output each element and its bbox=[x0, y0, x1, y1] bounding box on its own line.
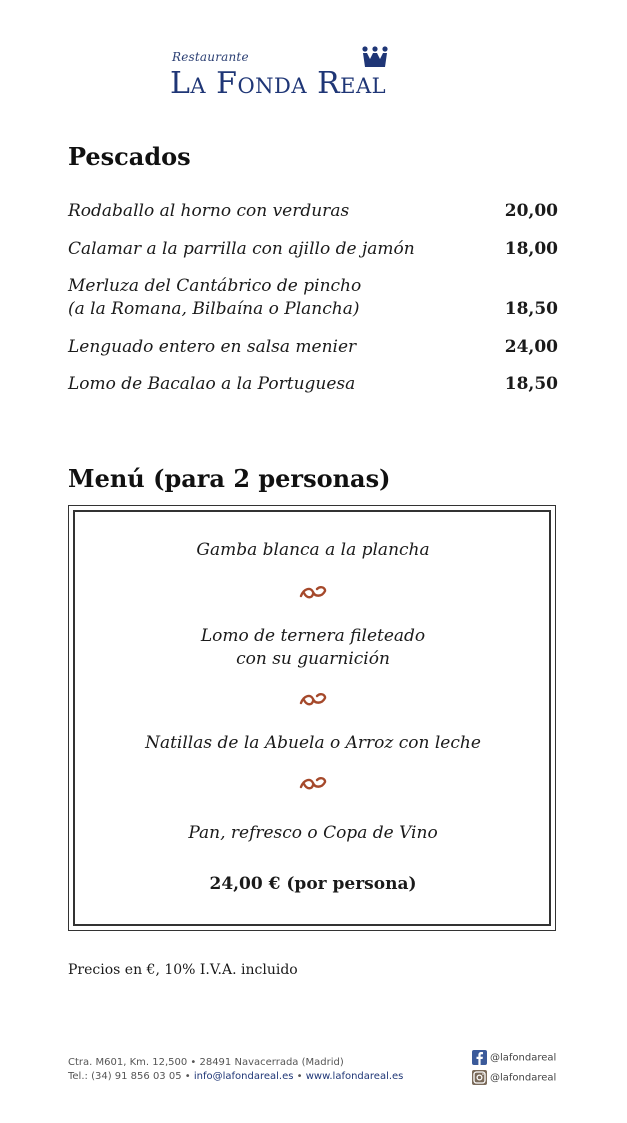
logo-subtitle: Restaurante bbox=[172, 50, 249, 64]
menu-price: 24,00 € (por persona) bbox=[209, 874, 417, 894]
ornament-icon bbox=[298, 775, 328, 793]
restaurant-logo bbox=[0, 42, 627, 112]
logo-title: La Fonda Real bbox=[170, 66, 387, 101]
social-instagram[interactable] bbox=[472, 1070, 556, 1085]
footer-phone: Tel.: (34) 91 856 03 05 bbox=[68, 1071, 182, 1082]
dish-row bbox=[68, 373, 558, 396]
footer-separator: • bbox=[296, 1071, 303, 1082]
menu-box-inner-border bbox=[73, 510, 551, 926]
menu-box bbox=[68, 505, 556, 931]
dish-name: Lomo de Bacalao a la Portuguesa bbox=[68, 374, 356, 394]
footer-contact bbox=[68, 1071, 403, 1082]
crown-icon bbox=[362, 46, 388, 68]
footer-website-link[interactable]: www.lafondareal.es bbox=[305, 1071, 404, 1082]
dish-name: Lenguado entero en salsa menier bbox=[68, 337, 357, 357]
menu-course: Pan, refresco o Copa de Vino bbox=[188, 823, 438, 843]
price-note: Precios en €, 10% I.V.A. incluido bbox=[68, 962, 298, 978]
menu-course: Natillas de la Abuela o Arroz con leche bbox=[145, 733, 481, 753]
dish-price: 18,00 bbox=[504, 239, 558, 259]
facebook-handle: @lafondareal bbox=[490, 1052, 557, 1064]
facebook-icon bbox=[472, 1050, 487, 1065]
dish-row bbox=[68, 336, 558, 359]
instagram-icon bbox=[472, 1070, 487, 1085]
dish-name: Rodaballo al horno con verduras bbox=[68, 201, 350, 221]
instagram-handle: @lafondareal bbox=[490, 1072, 557, 1084]
dish-price: 18,50 bbox=[504, 299, 558, 319]
footer-address: Ctra. M601, Km. 12,500 • 28491 Navacerrada (Madrid) bbox=[68, 1057, 344, 1068]
social-facebook[interactable] bbox=[472, 1050, 556, 1065]
menu-course-detail: con su guarnición bbox=[236, 649, 390, 669]
dish-price: 18,50 bbox=[504, 374, 558, 394]
dish-name: Calamar a la parrilla con ajillo de jamón bbox=[68, 239, 415, 259]
menu-course: Gamba blanca a la plancha bbox=[196, 540, 430, 560]
ornament-icon bbox=[298, 584, 328, 602]
menu-course: Lomo de ternera fileteado bbox=[200, 626, 426, 646]
ornament-icon bbox=[298, 691, 328, 709]
dish-name: Merluza del Cantábrico de pincho bbox=[68, 276, 362, 296]
section-title-pescados: Pescados bbox=[68, 142, 191, 171]
footer-email-link[interactable]: info@lafondareal.es bbox=[193, 1071, 294, 1082]
dish-row bbox=[68, 238, 558, 261]
dish-row bbox=[68, 275, 558, 321]
footer-separator: • bbox=[184, 1071, 191, 1082]
section-title-menu: Menú (para 2 personas) bbox=[68, 464, 391, 493]
dish-name-detail: (a la Romana, Bilbaína o Plancha) bbox=[68, 299, 360, 319]
dish-price: 24,00 bbox=[504, 337, 558, 357]
dish-row bbox=[68, 200, 558, 223]
dish-price: 20,00 bbox=[504, 201, 558, 221]
